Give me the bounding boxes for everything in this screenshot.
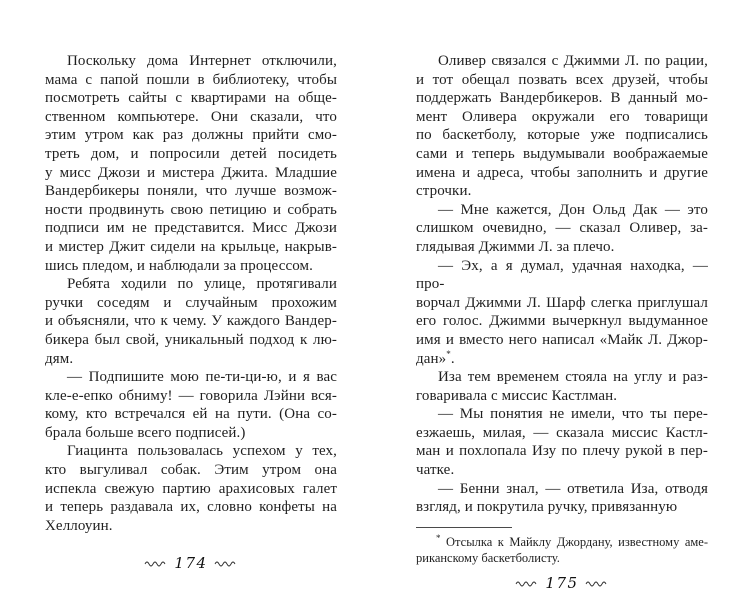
page-footer <box>416 566 708 590</box>
text-line: посмотреть сайты с квартирами на обще- <box>45 90 337 107</box>
text-line: глядывая Джимми Л. за плечо. <box>416 238 615 255</box>
footnote-line: риканскому баскетболисту. <box>416 550 560 565</box>
text-line: сами и теперь выдумывали воображаемые <box>416 145 708 162</box>
text-line: Ребята ходили по улице, протягивали <box>67 276 337 293</box>
text-line: треть дом, и попросили детей посидеть <box>45 145 337 162</box>
footnote-separator <box>416 527 512 528</box>
text-line: мент Оливера окружали его товарищи <box>416 108 708 125</box>
text-line: бикера был свой, уникальный подход к лю- <box>45 331 337 348</box>
footnote-marker: * <box>446 348 451 359</box>
text-line: — Мне кажется, Дон Ольд Дак — это <box>438 201 708 218</box>
text-line: мама с папой пошли в библиотеку, чтобы <box>45 71 337 88</box>
text-line: по баскетболу, которые уже подписались <box>416 127 708 144</box>
text-line: Оливер связался с Джимми Л. по рации, <box>438 53 708 69</box>
text-line: ственном компьютере. Они сказали, что <box>45 108 337 125</box>
text-line: и теперь раздавала их, словно конфеты на <box>45 499 337 516</box>
squiggle-ornament-icon <box>585 579 609 587</box>
text-line: его голос. Джимми вычеркнул выдуманное <box>416 313 708 330</box>
squiggle-ornament-icon <box>144 559 168 567</box>
text-line: Вандербикеры поняли, что лучше возмож- <box>45 183 337 200</box>
text-line: слишком очевидно, — сказал Оливер, за- <box>416 220 708 237</box>
text-line: строчки. <box>416 183 472 200</box>
text-line: дям. <box>45 350 74 367</box>
text-line: ворчал Джимми Л. Шарф слегка приглушал <box>416 294 708 311</box>
text-line: говаривала с миссис Кастлман. <box>416 387 618 404</box>
footnote-line: * Отсылка к Майклу Джордану, известному аме- <box>436 532 708 549</box>
text-line: и мистер Джит сидели на крыльце, накрыв- <box>45 238 337 255</box>
text-line: имя и вместо него написал «Майк Л. Джор- <box>416 331 708 348</box>
text-line: чатке. <box>416 462 455 479</box>
text-line: Поскольку дома Интернет отключили, <box>67 53 337 69</box>
page-number: 174 <box>174 554 208 572</box>
page-right <box>416 52 708 590</box>
page-left <box>45 52 337 572</box>
text-line: Хеллоуин. <box>45 517 113 534</box>
text-line: ности продвинуть свою петицию и собрать <box>45 201 337 218</box>
text-line: — Мы понятия не имели, что ты пере- <box>438 406 708 423</box>
text-line: дан»*. <box>416 348 455 367</box>
text-line: Гиацинта пользовалась успехом у тех, <box>67 443 337 460</box>
text-line: и объясняли, что к чему. У каждого Вандер- <box>45 313 337 330</box>
text-line: кто выгуливал собак. Этим утром она <box>45 462 337 479</box>
page-footer <box>45 546 337 572</box>
text-line: испекла свежую партию арахисовых галет <box>45 480 337 497</box>
text-line: и тот обещал позвать всех друзей, чтобы <box>416 71 708 88</box>
page-body <box>45 52 337 535</box>
text-line: ручки соседям и случайным прохожим <box>45 294 337 311</box>
footnote-marker: * <box>436 532 441 543</box>
text-line: — Подпишите мою пе-ти-ци-ю, и я вас <box>67 369 337 386</box>
page-number: 175 <box>545 573 579 590</box>
text-line: имена и адреса, чтобы заполнить и другие <box>416 164 708 181</box>
text-line: этим утром как раз должны прийти смо- <box>45 127 337 144</box>
text-line: брала больше всего подписей.) <box>45 424 246 441</box>
footnote-area <box>416 517 708 566</box>
text-line: кому, кто встречался ей на пути. (Она со- <box>45 406 337 423</box>
text-line: — Бенни знал, — ответила Иза, отводя <box>438 480 708 497</box>
text-line: взгляд, и покрутила ручку, привязанную <box>416 499 678 516</box>
text-line: ман и похлопала Изу по плечу рукой в пер- <box>416 443 708 460</box>
text-line: езжаешь, милая, — сказала миссис Кастл- <box>416 424 708 441</box>
squiggle-ornament-icon <box>515 579 539 587</box>
squiggle-ornament-icon <box>214 559 238 567</box>
text-line: у мисс Джози и мистера Джита. Младшие <box>45 164 337 181</box>
page-body <box>416 52 708 517</box>
text-line: кле-е-епко обниму! — говорила Лэйни вся- <box>45 387 337 404</box>
text-line: шись пледом, и наблюдали за процессом. <box>45 257 313 274</box>
text-line: Иза тем временем стояла на углу и раз- <box>438 369 708 386</box>
text-line: поддержать Вандербикеров. В данный мо- <box>416 90 708 107</box>
text-line: — Эх, а я думал, удачная находка, — про- <box>416 257 708 293</box>
text-line: подписи им не представится. Мисс Джози <box>45 220 337 237</box>
